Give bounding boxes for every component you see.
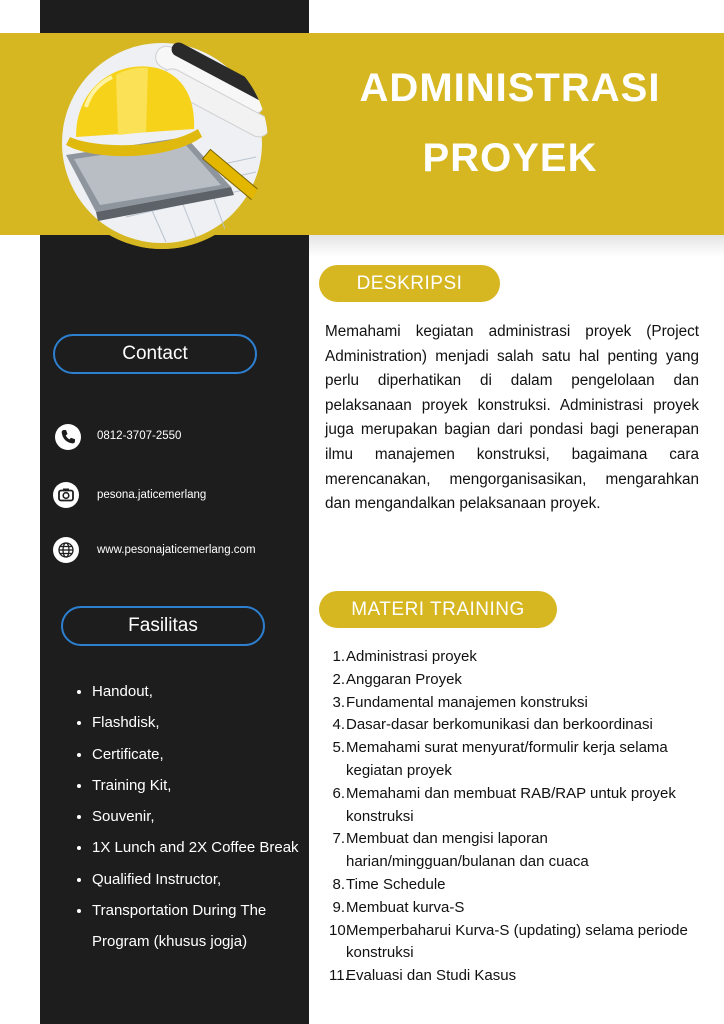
contact-phone: 0812-3707-2550 (97, 430, 182, 442)
list-item-text: Dasar-dasar berkomunikasi dan berkoordinasi (346, 716, 653, 734)
globe-icon (53, 537, 79, 563)
list-item (329, 828, 699, 874)
materi-list (329, 646, 699, 988)
fasilitas-item: • Qualified Instructor, (92, 864, 317, 895)
list-item-text: Membuat kurva-S (346, 898, 465, 916)
list-item-number: 8. (332, 875, 345, 893)
list-item (329, 714, 699, 737)
list-item (329, 965, 699, 988)
contact-website: www.pesonajaticemerlang.com (97, 544, 256, 556)
fasilitas-item: • Flashdisk, (92, 707, 317, 738)
list-item-text: Memahami dan membuat RAB/RAP untuk proyek konstruksi (346, 784, 676, 825)
fasilitas-pill: Fasilitas (61, 606, 265, 646)
fasilitas-item: • Certificate, (92, 739, 317, 770)
list-item (329, 874, 699, 897)
fasilitas-item: • Souvenir, (92, 801, 317, 832)
contact-pill: Contact (53, 334, 257, 374)
list-item-text: Fundamental manajemen konstruksi (346, 693, 588, 711)
materi-heading: MATERI TRAINING (319, 591, 557, 628)
fasilitas-list (74, 676, 317, 958)
list-item (329, 783, 699, 829)
fasilitas-item: • 1X Lunch and 2X Coffee Break (92, 832, 317, 863)
deskripsi-heading: DESKRIPSI (319, 265, 500, 302)
list-item (329, 920, 699, 966)
list-item-text: Anggaran Proyek (346, 670, 462, 688)
contact-instagram: pesona.jaticemerlang (97, 489, 207, 501)
list-item (329, 737, 699, 783)
list-item-number: 6. (332, 784, 345, 802)
camera-icon (53, 482, 79, 508)
list-item-number: 9. (332, 898, 345, 916)
fasilitas-item: • Handout, (92, 676, 317, 707)
list-item-number: 4. (332, 716, 345, 734)
deskripsi-text: Memahami kegiatan administrasi proyek (Project Administration) menjadi salah satu hal penting yang perlu diperhatikan di dalam pengelolaan dan pelaksanaan proyek konstruksi. Administrasi proyek juga merupakan bagian dari pondasi bagi penerapan ilmu manajemen konstruksi, bagaimana cara merencanakan, mengorganisasikan, mengarahkan dan mengandalkan pelaksanaan proyek. (325, 323, 699, 513)
list-item-text: Membuat dan mengisi laporan harian/mingguan/bulanan dan cuaca (346, 830, 589, 871)
banner-shadow (309, 235, 724, 257)
list-item-number: 3. (332, 693, 345, 711)
page-title-line-2: PROYEK (422, 136, 598, 180)
fasilitas-item: • Training Kit, (92, 770, 317, 801)
list-item-text: Memahami surat menyurat/formulir kerja selama kegiatan proyek (346, 739, 668, 779)
list-item-number: 2. (332, 670, 345, 688)
list-item-number: 11. (329, 967, 349, 985)
list-item (329, 646, 699, 669)
list-item (329, 692, 699, 715)
list-item (329, 897, 699, 920)
list-item-text: Memperbaharui Kurva-S (updating) selama periode konstruksi (346, 921, 688, 962)
list-item-text: Time Schedule (346, 875, 446, 893)
list-item-number: 5. (332, 739, 345, 757)
list-item (329, 669, 699, 692)
hero-photo (56, 37, 268, 249)
list-item-text: Evaluasi dan Studi Kasus (346, 967, 517, 985)
phone-icon (55, 424, 81, 450)
page-title-line-1: ADMINISTRASI (359, 66, 661, 110)
list-item-number: 10. (329, 921, 350, 939)
fasilitas-item: • Transportation During The Program (khusus jogja) (92, 895, 317, 958)
list-item-number: 7. (332, 830, 345, 848)
list-item-text: Administrasi proyek (346, 648, 477, 665)
list-item-number: 1. (332, 648, 345, 665)
